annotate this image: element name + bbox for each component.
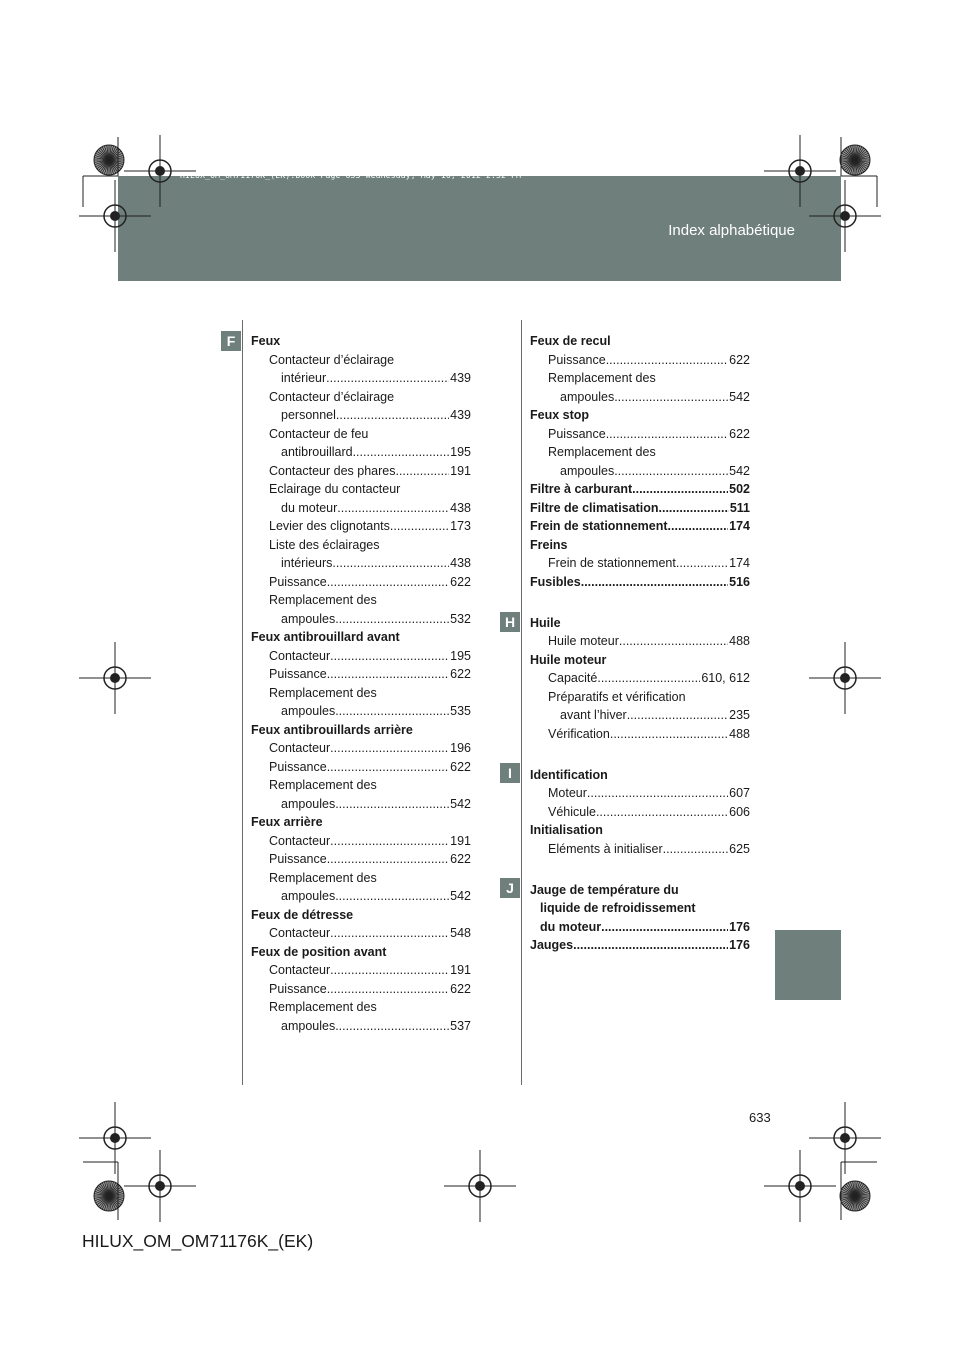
- entry-label: ampoules: [560, 389, 615, 404]
- entry-page: 537: [450, 1018, 471, 1033]
- entry-page: 607: [729, 786, 750, 800]
- entry-label: du moteur: [281, 500, 338, 515]
- entry-label: intérieur: [281, 371, 327, 385]
- letter-tab-h: H: [500, 612, 520, 632]
- entry-label: Feux antibrouillard avant: [251, 630, 400, 644]
- entry-label: Jauge de température du: [530, 882, 679, 897]
- entry-page: 622: [729, 352, 750, 367]
- entry-label: Contacteur: [269, 741, 331, 755]
- registration-mark: [0, 0, 151, 714]
- entry-page: 542: [729, 389, 750, 404]
- document-id: HILUX_OM_OM71176K_(EK): [82, 1231, 314, 1251]
- registration-mark: [0, 0, 151, 1174]
- entry-page: 622: [729, 426, 750, 441]
- entry-page: 516: [729, 574, 750, 589]
- entry-label: Levier des clignotants: [269, 519, 390, 533]
- entry-page: 439: [450, 371, 471, 385]
- entry-label: Préparatifs et vérification: [548, 689, 686, 704]
- entry-label: Huile moteur: [530, 652, 607, 667]
- entry-label: Fusibles: [530, 574, 581, 589]
- letter-tab-i: I: [500, 763, 520, 783]
- entry-label: ampoules: [560, 463, 615, 478]
- entry-label: Contacteur d’éclairage: [269, 352, 395, 367]
- entry-page: 191: [450, 963, 471, 977]
- entry-page: 625: [729, 841, 750, 856]
- entry-page: 548: [450, 926, 471, 940]
- entry-label: Contacteur de feu: [269, 426, 369, 441]
- entry-label: Huile moteur: [548, 634, 619, 648]
- entry-label: Puissance: [548, 426, 606, 441]
- letter-tab-j: J: [500, 878, 520, 898]
- entry-page: 511: [729, 500, 750, 515]
- entry-page: 235: [729, 708, 750, 722]
- entry-label: ampoules: [281, 704, 336, 718]
- entry-page: 195: [450, 445, 471, 459]
- entry-page: 535: [450, 704, 471, 718]
- entry-label: intérieurs: [281, 556, 333, 570]
- entry-label: Eclairage du contacteur: [269, 482, 401, 496]
- entry-label: du moteur: [540, 919, 602, 934]
- entry-page: 610, 612: [701, 671, 750, 685]
- entry-page: 176: [729, 919, 750, 934]
- entry-label: Feux arrière: [251, 815, 323, 829]
- entry-label: Remplacement des: [269, 778, 377, 792]
- page-number: 633: [749, 1110, 771, 1125]
- entry-page: 542: [450, 889, 471, 903]
- entry-page: 542: [450, 796, 471, 811]
- entry-label: Feux de détresse: [251, 907, 354, 922]
- entry-page: 173: [450, 519, 471, 533]
- entry-label: Feux stop: [530, 408, 590, 422]
- entry-page: 622: [450, 667, 471, 681]
- entry-label: Remplacement des: [548, 445, 656, 459]
- entry-label: antibrouillard: [281, 445, 353, 459]
- entry-page: 439: [450, 408, 471, 422]
- entry-label: Contacteur: [269, 926, 331, 940]
- entry-label: Feux de recul: [530, 334, 611, 348]
- entry-page: 191: [450, 463, 471, 478]
- entry-label: Puissance: [269, 981, 327, 996]
- entry-label: Contacteur des phares: [269, 463, 396, 478]
- entry-page: 196: [450, 741, 471, 755]
- entry-label: Feux de position avant: [251, 944, 387, 959]
- letter-tab-f: F: [221, 331, 241, 351]
- entry-page: 532: [450, 611, 471, 626]
- registration-mark: [0, 0, 196, 1222]
- entry-label: ampoules: [281, 611, 336, 626]
- entry-label: Remplacement des: [269, 1000, 377, 1014]
- entry-label: Frein de stationnement: [548, 556, 676, 570]
- entry-label: Remplacement des: [269, 593, 377, 607]
- entry-label: Contacteur: [269, 648, 331, 663]
- entry-page: 438: [450, 556, 471, 570]
- star-target-mark: [840, 1181, 870, 1211]
- entry-page: 622: [450, 759, 471, 774]
- entry-page: 174: [729, 519, 750, 533]
- entry-page: 191: [450, 833, 471, 848]
- entry-label: Remplacement des: [269, 685, 377, 700]
- entry-page: 622: [450, 852, 471, 866]
- entry-label: liquide de refroidissement: [540, 901, 696, 915]
- entry-label: Puissance: [269, 852, 327, 866]
- entry-label: Identification: [530, 767, 608, 782]
- star-target-mark: [94, 1181, 124, 1211]
- registration-mark: [0, 0, 881, 252]
- section-title: Index alphabétique: [668, 222, 795, 239]
- entry-page: 438: [450, 500, 471, 515]
- entry-label: avant l’hiver: [560, 708, 627, 722]
- entry-page: 488: [729, 634, 750, 648]
- entry-label: Puissance: [269, 574, 327, 589]
- registration-mark: [0, 0, 151, 252]
- entry-label: Feux antibrouillards arrière: [251, 722, 413, 737]
- entry-label: Capacité: [548, 671, 598, 685]
- entry-label: Remplacement des: [269, 870, 377, 885]
- entry-label: ampoules: [281, 889, 336, 903]
- entry-label: Puissance: [269, 667, 327, 681]
- entry-label: Puissance: [269, 759, 327, 774]
- entry-label: Feux: [251, 334, 281, 348]
- entry-page: 606: [729, 804, 750, 819]
- entry-label: Huile: [530, 615, 561, 630]
- entry-label: personnel: [281, 408, 336, 422]
- entry-label: Jauges: [530, 938, 574, 952]
- entry-page: 488: [729, 726, 750, 741]
- entry-label: Moteur: [548, 786, 587, 800]
- registration-mark: [0, 0, 516, 1222]
- entry-label: Freins: [530, 537, 568, 552]
- entry-page: 622: [450, 981, 471, 996]
- entry-page: 195: [450, 648, 471, 663]
- entry-label: ampoules: [281, 796, 336, 811]
- entry-label: Liste des éclairages: [269, 537, 380, 552]
- entry-label: Contacteur: [269, 963, 331, 977]
- entry-label: Frein de stationnement: [530, 519, 668, 533]
- file-stamp: HILUX_OM_OM71176K_(EK).book Page 633 Wednesday, May 16, 2012 2:32 PM: [180, 171, 522, 180]
- entry-page: 542: [729, 463, 750, 478]
- entry-label: Eléments à initialiser: [548, 841, 663, 856]
- entry-label: Initialisation: [530, 823, 603, 837]
- entry-label: Filtre de climatisation: [530, 500, 659, 515]
- entry-label: Remplacement des: [548, 371, 656, 385]
- entry-page: 502: [729, 482, 750, 496]
- entry-label: ampoules: [281, 1018, 336, 1033]
- registration-mark: [0, 0, 836, 207]
- entry-page: 174: [729, 556, 750, 570]
- entry-page: 622: [450, 574, 471, 589]
- entry-label: Véhicule: [548, 804, 596, 819]
- entry-label: Filtre à carburant: [530, 482, 633, 496]
- entry-label: Vérification: [548, 726, 610, 741]
- star-target-mark: [840, 145, 870, 175]
- entry-label: Contacteur d’éclairage: [269, 389, 395, 404]
- entry-page: 176: [729, 938, 750, 952]
- star-target-mark: [94, 145, 124, 175]
- registration-mark: [0, 0, 881, 714]
- entry-label: Contacteur: [269, 833, 331, 848]
- entry-label: Puissance: [548, 352, 606, 367]
